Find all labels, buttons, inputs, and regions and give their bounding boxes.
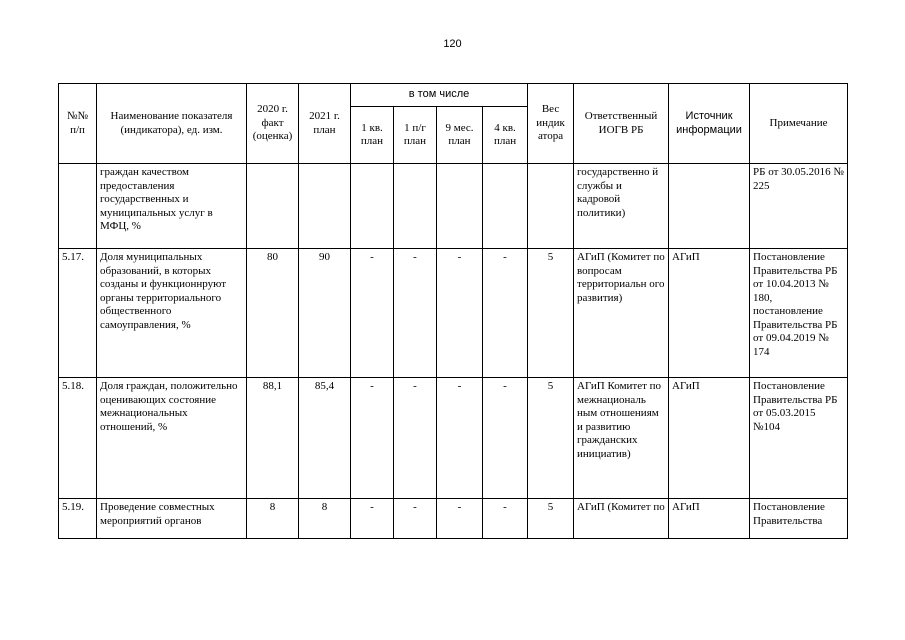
cell-fact-2020: 80 — [247, 249, 299, 378]
cell-source: АГиП — [669, 378, 750, 499]
cell-name: Проведение совместных мероприятий органов — [97, 499, 247, 539]
cell-weight: 5 — [528, 499, 574, 539]
cell-name: граждан качеством предоставления государственных и муниципальных услуг в МФЦ, % — [97, 164, 247, 249]
cell-note: Постановление Правительства РБ от 05.03.2015 №104 — [750, 378, 848, 499]
cell-responsible: АГиП Комитет по межнациональ ным отношениям и развитию гражданских инициатив) — [574, 378, 669, 499]
cell-plan-2021: 85,4 — [299, 378, 351, 499]
cell-q4: - — [483, 378, 528, 499]
cell-plan-2021: 8 — [299, 499, 351, 539]
cell-9m — [437, 164, 483, 249]
cell-num: 5.19. — [59, 499, 97, 539]
header-source: Источник информации — [669, 84, 750, 164]
header-name: Наименование показателя (индикатора), ед. изм. — [97, 84, 247, 164]
indicators-table — [58, 83, 848, 539]
header-plan-2021: 2021 г. план — [299, 84, 351, 164]
cell-h1: - — [394, 249, 437, 378]
header-q4: 4 кв. план — [483, 107, 528, 164]
cell-q1: - — [351, 249, 394, 378]
page-number: 120 — [443, 38, 462, 50]
cell-note: РБ от 30.05.2016 № 225 — [750, 164, 848, 249]
cell-name: Доля муниципальных образований, в которых созданы и функционнруют органы территориального общественного самоуправления, % — [97, 249, 247, 378]
header-responsible: Ответственный ИОГВ РБ — [574, 84, 669, 164]
cell-responsible: АГиП (Комитет по — [574, 499, 669, 539]
cell-num: 5.17. — [59, 249, 97, 378]
cell-fact-2020: 88,1 — [247, 378, 299, 499]
cell-weight: 5 — [528, 378, 574, 499]
cell-note: Постановление Правительства РБ от 10.04.2013 № 180, постановление Правительства РБ от 09.04.2019 № 174 — [750, 249, 848, 378]
cell-plan-2021: 90 — [299, 249, 351, 378]
header-fact-2020: 2020 г. факт (оценка) — [247, 84, 299, 164]
cell-fact-2020: 8 — [247, 499, 299, 539]
header-h1: 1 п/г план — [394, 107, 437, 164]
cell-responsible: государственно й службы и кадровой политики) — [574, 164, 669, 249]
cell-h1: - — [394, 499, 437, 539]
cell-source: АГиП — [669, 499, 750, 539]
cell-note: Постановление Правительства — [750, 499, 848, 539]
cell-weight — [528, 164, 574, 249]
table-row — [59, 249, 848, 378]
cell-q1 — [351, 164, 394, 249]
cell-q1: - — [351, 378, 394, 499]
header-q1: 1 кв. план — [351, 107, 394, 164]
cell-name: Доля граждан, положительно оценивающих состояние межнациональных отношений, % — [97, 378, 247, 499]
cell-9m: - — [437, 249, 483, 378]
cell-q4: - — [483, 249, 528, 378]
cell-q4: - — [483, 499, 528, 539]
cell-9m: - — [437, 499, 483, 539]
cell-h1: - — [394, 378, 437, 499]
header-num: №№ п/п — [59, 84, 97, 164]
cell-q4 — [483, 164, 528, 249]
cell-source — [669, 164, 750, 249]
table-row — [59, 499, 848, 539]
header-note: Примечание — [750, 84, 848, 164]
cell-9m: - — [437, 378, 483, 499]
cell-weight: 5 — [528, 249, 574, 378]
header-weight: Вес индик атора — [528, 84, 574, 164]
table-row — [59, 378, 848, 499]
header-including: в том числе — [351, 84, 528, 107]
cell-source: АГиП — [669, 249, 750, 378]
cell-num: 5.18. — [59, 378, 97, 499]
cell-plan-2021 — [299, 164, 351, 249]
cell-responsible: АГиП (Комитет по вопросам территориальн ого развития) — [574, 249, 669, 378]
cell-fact-2020 — [247, 164, 299, 249]
header-9m: 9 мес. план — [437, 107, 483, 164]
cell-h1 — [394, 164, 437, 249]
table-row — [59, 164, 848, 249]
cell-q1: - — [351, 499, 394, 539]
cell-num — [59, 164, 97, 249]
